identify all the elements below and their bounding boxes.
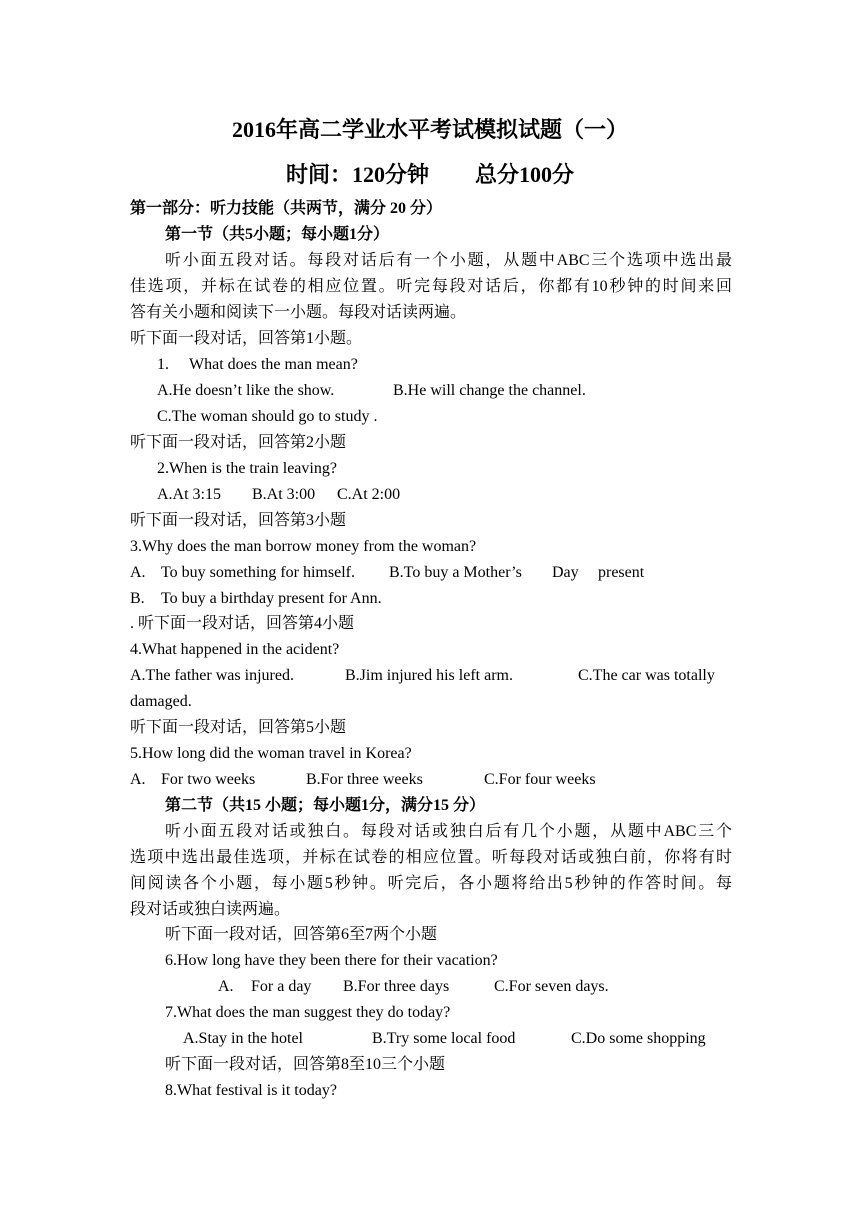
q2-intro: 听下面一段对话，回答第2小题: [130, 434, 347, 451]
q5-question: 5.How long did the woman travel in Korea?: [130, 745, 412, 762]
q7-option-b: B.Try some local food: [372, 1030, 516, 1047]
q2-option-a: A.At 3:15: [157, 486, 221, 503]
q1-question-line: [157, 355, 358, 375]
q4-option-c-continued: damaged.: [130, 693, 192, 710]
q5-option-a-letter: A.: [130, 771, 146, 788]
q4-question: 4.What happened in the acident?: [130, 641, 340, 658]
q4-intro: . 听下面一段对话，回答第4小题: [130, 615, 355, 632]
exam-subtitle: [0, 158, 860, 189]
q2-option-c: C.At 2:00: [337, 486, 401, 503]
q4-option-c: C.The car was totally: [578, 667, 715, 684]
section2-instructions-line3: 间阅读各个小题，每小题5秒钟。听完后，各小题将给出5秒钟的作答时间。每: [130, 875, 732, 892]
q7-option-c: C.Do some shopping: [571, 1030, 706, 1047]
section2-instructions-line1: 听小面五段对话或独白。每段对话或独白后有几个小题，从题中ABC三个: [165, 823, 732, 840]
q3-option-a-letter: A.: [130, 564, 146, 581]
q6-option-a: For a day: [251, 978, 312, 995]
q3-option-c: To buy a birthday present for Ann.: [161, 590, 382, 607]
q6-option-a-letter: A.: [218, 978, 234, 995]
q6-question: 6.How long have they been there for their vacation?: [165, 952, 498, 969]
section2-instructions-line4: 段对话或独白读两遍。: [130, 901, 291, 918]
section1-heading: 第一节（共5小题；每小题1分）: [165, 226, 390, 243]
q1-option-a: A.He doesn’t like the show.: [157, 382, 335, 399]
q4-option-b: B.Jim injured his left arm.: [345, 667, 513, 684]
q3-option-b-word3: present: [598, 564, 645, 581]
q1-question: What does the man mean?: [189, 356, 358, 373]
section1-instructions-line1: 听小面五段对话。每段对话后有一个小题，从题中ABC三个选项中选出最: [165, 252, 732, 269]
q1-option-b: B.He will change the channel.: [393, 382, 586, 399]
q5-option-b: B.For three weeks: [306, 771, 423, 788]
q5-intro: 听下面一段对话，回答第5小题: [130, 719, 347, 736]
q1-intro: 听下面一段对话，回答第1小题。: [130, 330, 363, 347]
q7-question: 7.What does the man suggest they do today?: [165, 1004, 451, 1021]
q8-question: 8.What festival is it today?: [165, 1082, 337, 1099]
q3-option-c-letter: B.: [130, 590, 145, 607]
q3-question: 3.Why does the man borrow money from the woman?: [130, 538, 477, 555]
q4-option-a: A.The father was injured.: [130, 667, 294, 684]
q6-option-b: B.For three days: [343, 978, 450, 995]
q2-option-b: B.At 3:00: [252, 486, 316, 503]
section1-instructions-line3: 答有关小题和阅读下一小题。每段对话读两遍。: [130, 304, 467, 321]
q3-option-b: B.To buy a Mother’s: [389, 564, 522, 581]
section2-heading: 第二节（共15 小题；每小题1分，满分15 分）: [165, 797, 486, 814]
q5-option-c: C.For four weeks: [484, 771, 596, 788]
q3-option-b-word2: Day: [552, 564, 579, 581]
exam-total-score: 总分100分: [475, 162, 575, 187]
q3-intro: 听下面一段对话，回答第3小题: [130, 512, 347, 529]
q8-10-intro: 听下面一段对话，回答第8至10三个小题: [165, 1056, 446, 1073]
q7-option-a: A.Stay in the hotel: [183, 1030, 303, 1047]
exam-title: 2016年高二学业水平考试模拟试题（一）: [231, 117, 628, 142]
exam-time: 时间：120分钟: [285, 162, 429, 187]
q3-option-a: To buy something for himself.: [161, 564, 355, 581]
section1-instructions-line2: 佳选项，并标在试卷的相应位置。听完每段对话后，你都有10秒钟的时间来回: [130, 278, 732, 295]
q6-7-intro: 听下面一段对话，回答第6至7两个小题: [165, 926, 438, 943]
q1-number: 1.: [157, 356, 169, 373]
q6-option-c: C.For seven days.: [494, 978, 609, 995]
q5-option-a: For two weeks: [161, 771, 256, 788]
q2-question: 2.When is the train leaving?: [157, 460, 337, 477]
q1-option-c: C.The woman should go to study .: [157, 408, 378, 425]
section2-instructions-line2: 选项中选出最佳选项，并标在试卷的相应位置。听每段对话或独白前，你将有时: [130, 849, 732, 866]
part1-heading: 第一部分：听力技能（共两节，满分 20 分）: [130, 200, 443, 217]
